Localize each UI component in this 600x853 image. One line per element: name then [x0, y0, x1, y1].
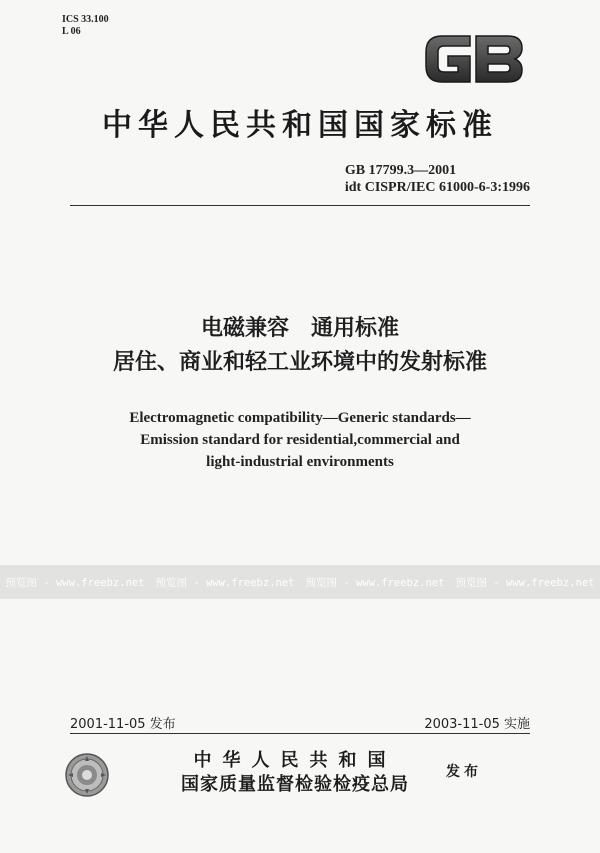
national-standard-title: 中华人民共和国国家标准 — [102, 108, 498, 143]
watermark-text: 预览图 - www.freebz.net — [455, 576, 595, 589]
ics-code: ICS 33.100 — [62, 14, 109, 25]
national-emblem-seal-icon — [64, 752, 110, 798]
issue-action: 发布 — [446, 764, 482, 780]
standard-number: GB 17799.3—2001 — [344, 163, 457, 178]
english-title-line-2: Emission standard for residential,commercial and — [140, 432, 460, 448]
watermark-text: 预览图 - www.freebz.net — [305, 576, 445, 589]
english-title-line-3: light-industrial environments — [206, 454, 394, 470]
gb-logo — [420, 28, 528, 90]
equivalent-standard: idt CISPR/IEC 61000-6-3:1996 — [344, 180, 530, 195]
issue-date: 2001-11-05 发布 — [70, 717, 176, 732]
issuer-country: 中华人民共和国 — [193, 750, 397, 771]
chinese-title-line-1: 电磁兼容 通用标准 — [200, 316, 399, 341]
watermark-text: 预览图 - www.freebz.net — [155, 576, 295, 589]
chinese-title — [0, 312, 600, 380]
classification-codes — [62, 14, 109, 38]
english-title-line-1: Electromagnetic compatibility—Generic standards— — [129, 410, 471, 426]
watermark-text: 预览图 - www.freebz.net — [5, 576, 145, 589]
standard-number-block — [345, 162, 530, 196]
english-title — [0, 407, 600, 473]
top-divider — [70, 205, 530, 206]
bottom-divider — [70, 733, 530, 734]
category-code: L 06 — [62, 26, 81, 37]
effective-date: 2003-11-05 实施 — [424, 717, 530, 732]
chinese-title-line-2: 居住、商业和轻工业环境中的发射标准 — [112, 350, 487, 375]
watermark-band — [0, 565, 600, 599]
issuer-agency: 国家质量监督检验检疫总局 — [181, 774, 409, 795]
